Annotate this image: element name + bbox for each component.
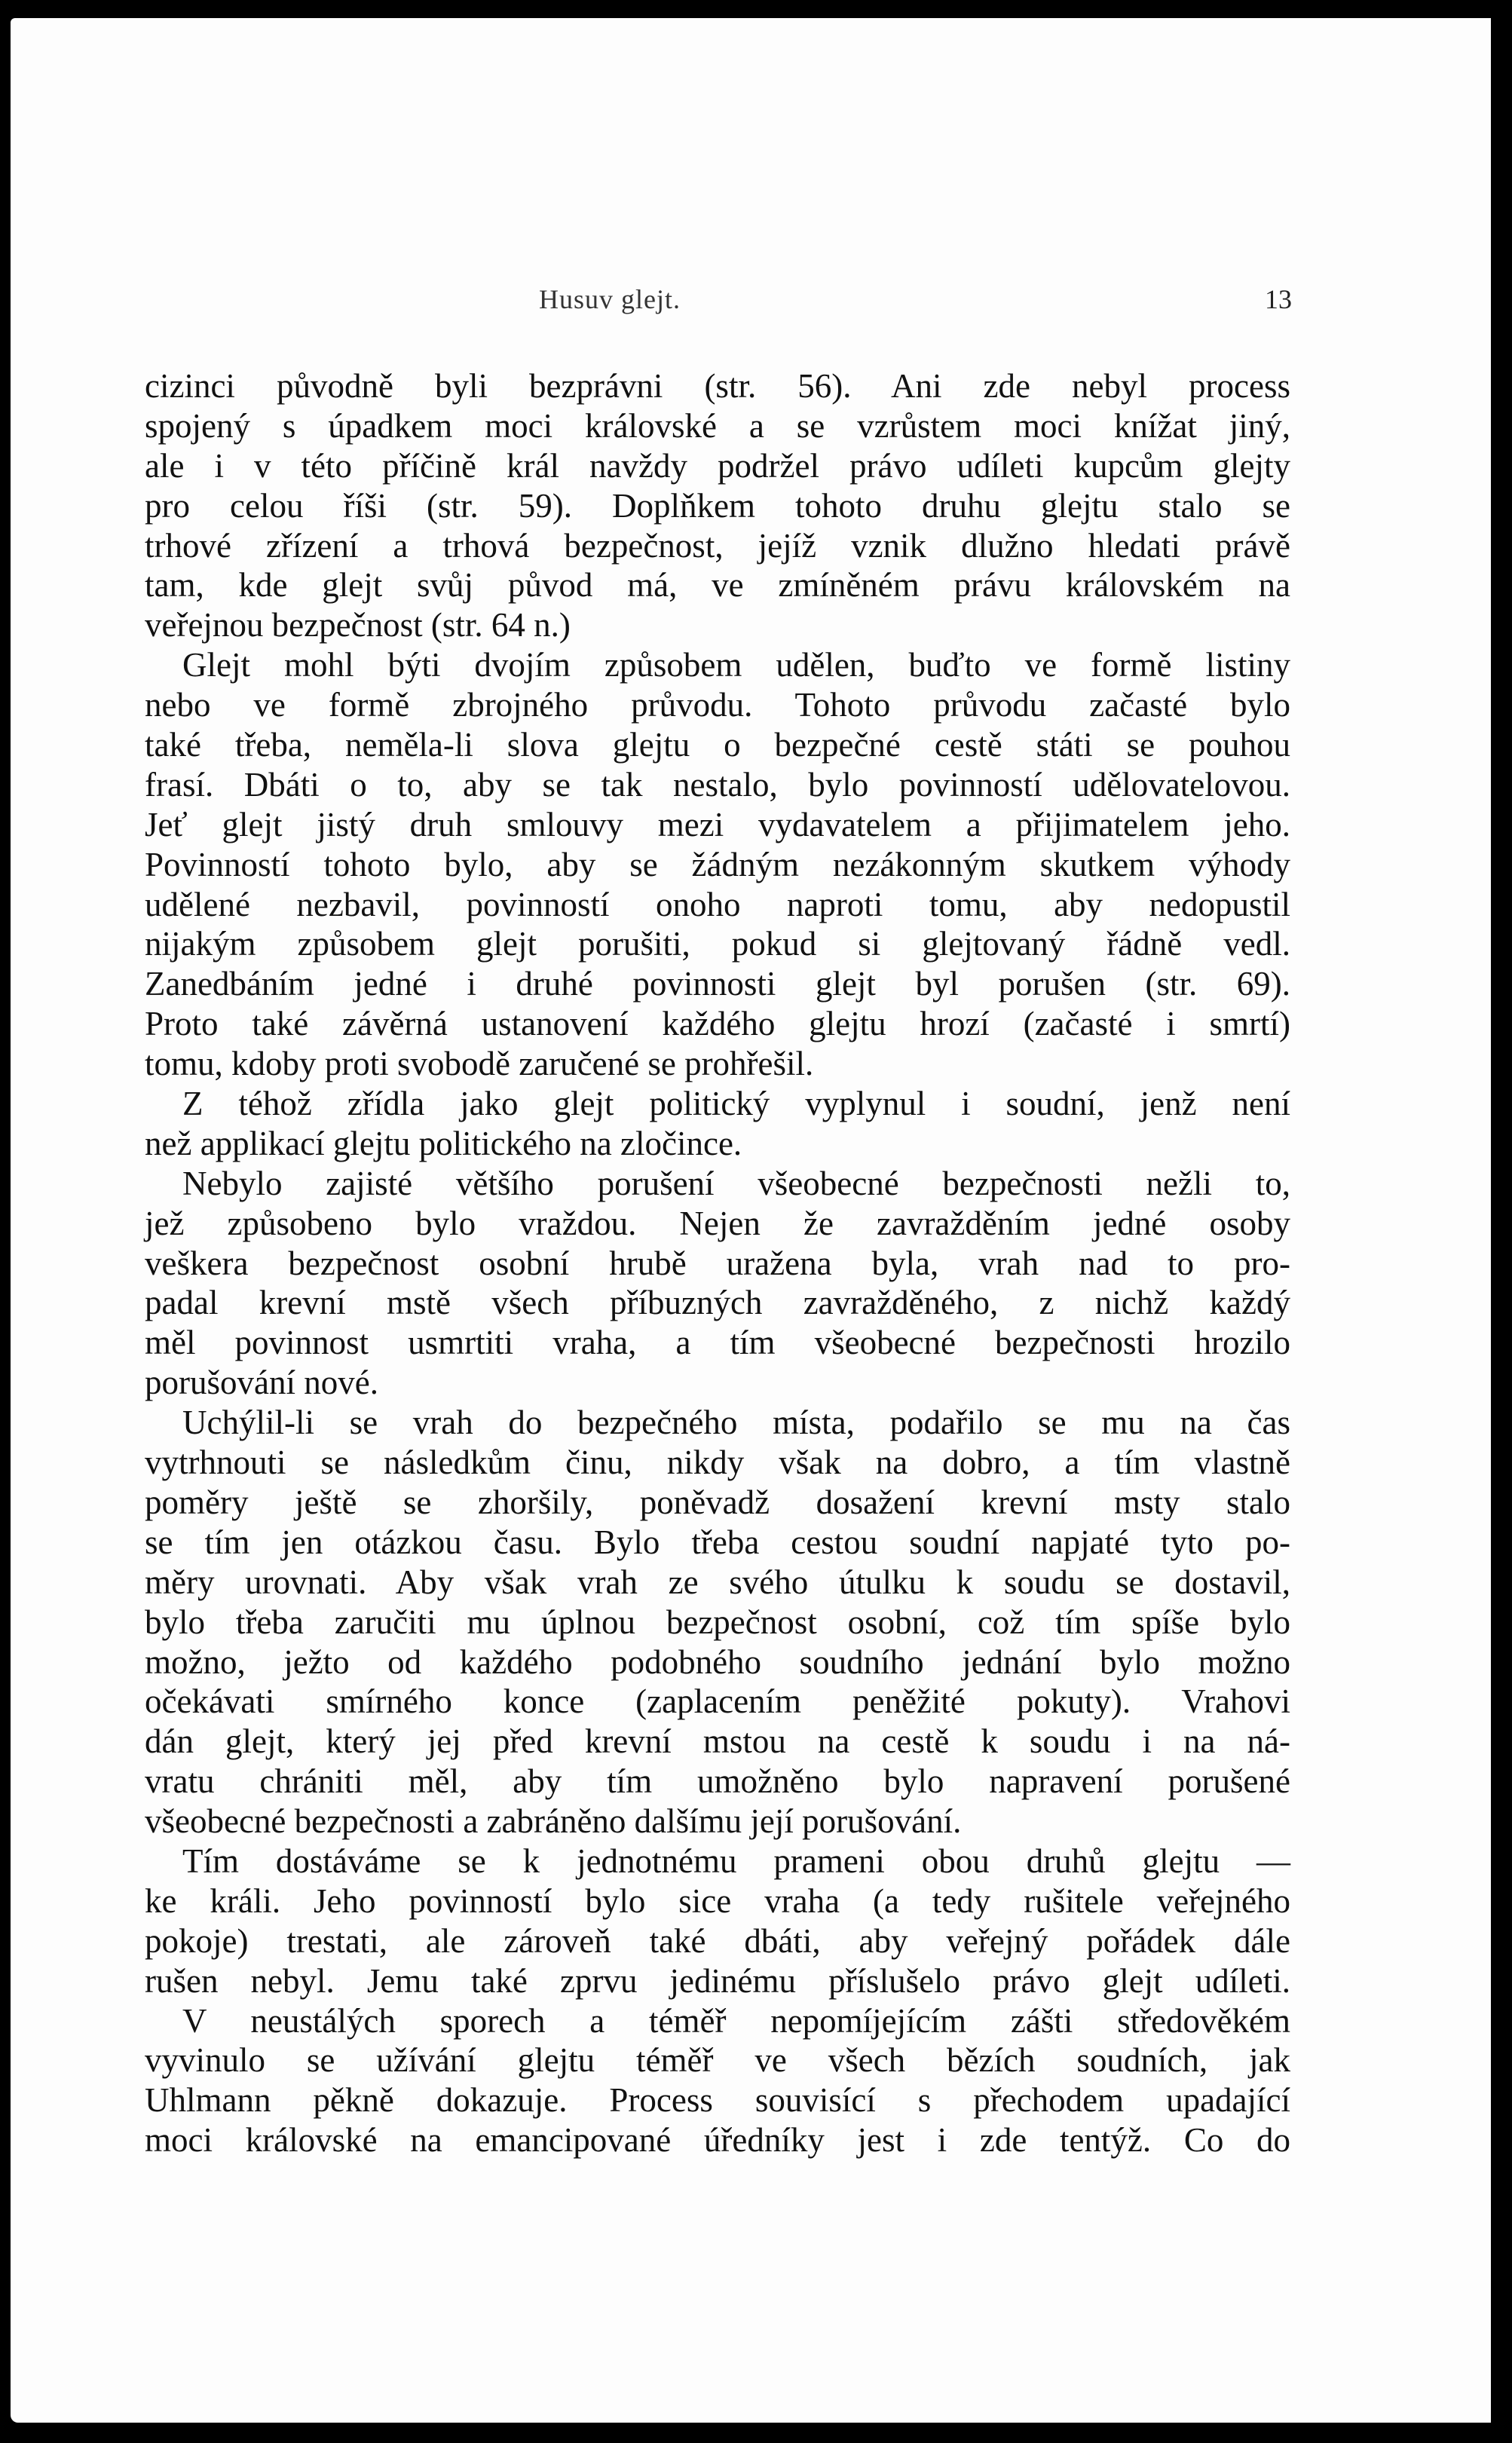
page-number: 13 bbox=[1265, 284, 1292, 314]
text-line: Uhlmann pěkně dokazuje. Process souvisící s přechodem upadající bbox=[145, 2081, 1290, 2120]
text-line: ale i v této příčině král navždy podržel právo udíleti kupcům glejty bbox=[145, 446, 1290, 485]
text-line: padal krevní mstě všech příbuzných zavražděného, z nichž každý bbox=[145, 1284, 1290, 1322]
text-line: také třeba, neměla-li slova glejtu o bezpečné cestě státi se pouhou bbox=[145, 726, 1290, 764]
book-page bbox=[11, 18, 1491, 2423]
text-line: vratu chrániti měl, aby tím umožněno bylo napravení porušené bbox=[145, 1762, 1290, 1801]
text-line: udělené nezbavil, povinností onoho naproti tomu, aby nedopustil bbox=[145, 885, 1290, 923]
text-line: poměry ještě se zhoršily, poněvadž dosažení krevní msty stalo bbox=[145, 1483, 1290, 1521]
text-line: tomu, kdoby proti svobodě zaručené se prohřešil. bbox=[145, 1045, 814, 1083]
text-line: všeobecné bezpečnosti a zabráněno dalšímu její porušování. bbox=[145, 1802, 962, 1841]
text-line: měry urovnati. Aby však vrah ze svého útulku k soudu se dostavil, bbox=[145, 1563, 1290, 1601]
text-line: Uchýlil-li se vrah do bezpečného místa, podařilo se mu na čas bbox=[182, 1404, 1290, 1442]
text-line: frasí. Dbáti o to, aby se tak nestalo, bylo povinností udělovatelovou. bbox=[145, 765, 1290, 804]
text-line: Proto také závěrná ustanovení každého glejtu hrozí (začasté i smrtí) bbox=[145, 1005, 1290, 1043]
text-line: pro celou říši (str. 59). Doplňkem tohoto druhu glejtu stalo se bbox=[145, 486, 1290, 525]
text-line: dán glejt, který jej před krevní mstou na cestě k soudu i na ná- bbox=[145, 1722, 1290, 1761]
text-line: porušování nové. bbox=[145, 1364, 378, 1402]
text-line: nijakým způsobem glejt porušiti, pokud si glejtovaný řádně vedl. bbox=[145, 925, 1290, 963]
text-line: jež způsobeno bylo vraždou. Nejen že zavražděním jedné osoby bbox=[145, 1204, 1290, 1242]
text-line: tam, kde glejt svůj původ má, ve zmíněném právu královském na bbox=[145, 566, 1290, 605]
text-line: Povinností tohoto bylo, aby se žádným nezákonným skutkem výhody bbox=[145, 845, 1290, 883]
text-line: Glejt mohl býti dvojím způsobem udělen, buďto ve formě listiny bbox=[182, 646, 1290, 684]
text-line: Tím dostáváme se k jednotnému prameni obou druhů glejtu — bbox=[182, 1841, 1290, 1880]
text-line: bylo třeba zaručiti mu úplnou bezpečnost osobní, což tím spíše bylo bbox=[145, 1603, 1290, 1641]
body-text bbox=[145, 366, 1290, 2160]
text-line: měl povinnost usmrtiti vraha, a tím všeobecné bezpečnosti hrozilo bbox=[145, 1324, 1290, 1362]
text-line: rušen nebyl. Jemu také zprvu jedinému příslušelo právo glejt udíleti. bbox=[145, 1961, 1290, 2000]
text-line: než applikací glejtu politického na zločince. bbox=[145, 1124, 742, 1162]
text-line: pokoje) trestati, ale zároveň také dbáti, aby veřejný pořádek dále bbox=[145, 1921, 1290, 1960]
text-line: cizinci původně byli bezprávni (str. 56). Ani zde nebyl process bbox=[145, 367, 1290, 405]
text-line: vytrhnouti se následkům činu, nikdy však na dobro, a tím vlastně bbox=[145, 1443, 1290, 1482]
text-line: V neustálých sporech a téměř nepomíjejícím zášti středověkém bbox=[182, 2001, 1290, 2040]
text-line: Jeť glejt jistý druh smlouvy mezi vydavatelem a přijimatelem jeho. bbox=[145, 805, 1290, 843]
text-line: vyvinulo se užívání glejtu téměř ve všech bězích soudních, jak bbox=[145, 2041, 1290, 2080]
text-line: veškera bezpečnost osobní hrubě uražena byla, vrah nad to pro- bbox=[145, 1244, 1290, 1282]
text-line: očekávati smírného konce (zaplacením peněžité pokuty). Vrahovi bbox=[145, 1682, 1290, 1721]
text-line: možno, ježto od každého podobného soudního jednání bylo možno bbox=[145, 1642, 1290, 1681]
text-line: Zanedbáním jedné i druhé povinnosti glejt byl porušen (str. 69). bbox=[145, 965, 1290, 1003]
text-line: nebo ve formě zbrojného průvodu. Tohoto průvodu začasté bylo bbox=[145, 686, 1290, 724]
text-line: spojený s úpadkem moci královské a se vzrůstem moci knížat jiný, bbox=[145, 406, 1290, 445]
running-title: Husuv glejt. bbox=[539, 284, 681, 314]
text-line: se tím jen otázkou času. Bylo třeba cestou soudní napjaté tyto po- bbox=[145, 1523, 1290, 1561]
text-line: ke králi. Jeho povinností bylo sice vraha (a tedy rušitele veřejného bbox=[145, 1881, 1290, 1920]
text-line: Z téhož zřídla jako glejt politický vyplynul i soudní, jenž není bbox=[182, 1085, 1290, 1123]
text-line: moci královské na emancipované úředníky jest i zde tentýž. Co do bbox=[145, 2121, 1290, 2160]
text-line: veřejnou bezpečnost (str. 64 n.) bbox=[145, 606, 571, 644]
text-line: trhové zřízení a trhová bezpečnost, jejíž vznik dlužno hledati právě bbox=[145, 526, 1290, 565]
text-line: Nebylo zajisté většího porušení všeobecné bezpečnosti nežli to, bbox=[182, 1164, 1290, 1202]
